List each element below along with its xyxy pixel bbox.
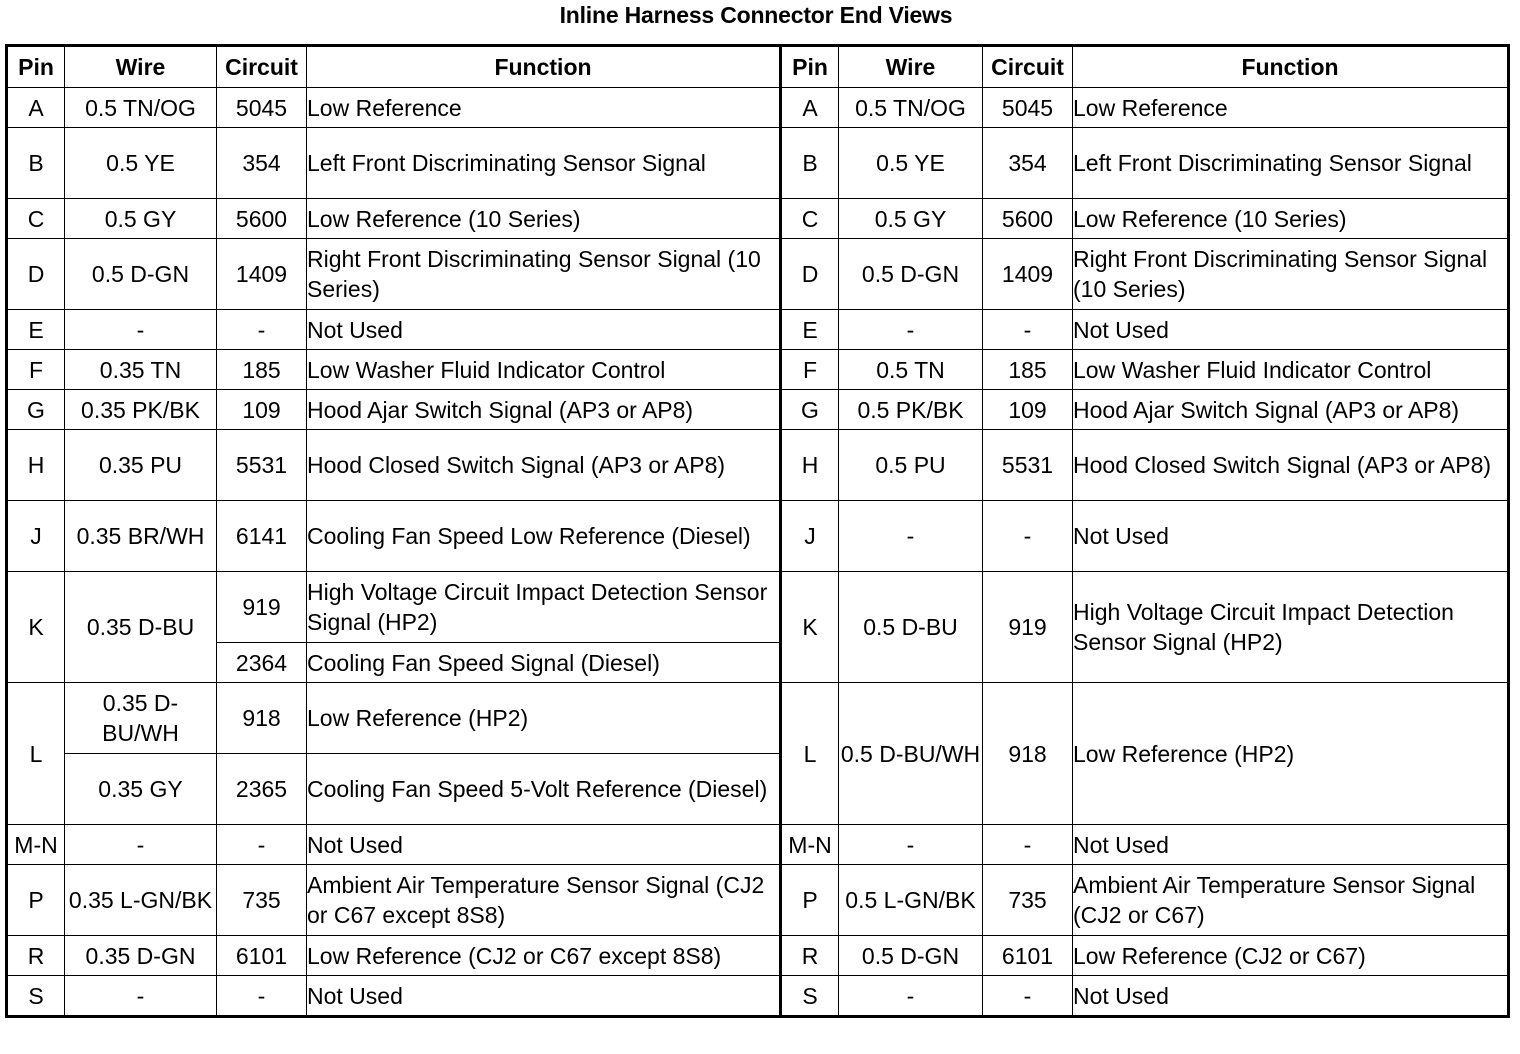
wire-cell: 0.35 BR/WH	[65, 501, 217, 572]
right-function-header: Function	[1073, 46, 1509, 88]
function-cell: Not Used	[307, 976, 781, 1017]
function-cell: Low Reference (HP2)	[307, 683, 781, 754]
circuit-cell: -	[983, 310, 1073, 350]
circuit-cell: 5600	[217, 199, 307, 239]
wire-cell: 0.5 YE	[839, 128, 983, 199]
table-row	[7, 936, 1509, 976]
function-cell: Low Washer Fluid Indicator Control	[1073, 350, 1509, 390]
function-cell: Right Front Discriminating Sensor Signal (10 Series)	[1073, 239, 1509, 310]
header-row	[7, 46, 1509, 88]
pin-cell: B	[7, 128, 65, 199]
circuit-cell: 1409	[217, 239, 307, 310]
wire-cell: 0.35 D-BU	[65, 572, 217, 683]
circuit-cell: -	[217, 825, 307, 865]
wire-cell: 0.5 PK/BK	[839, 390, 983, 430]
pin-cell: G	[7, 390, 65, 430]
circuit-cell: 5600	[983, 199, 1073, 239]
wire-cell: -	[839, 501, 983, 572]
pin-cell: D	[7, 239, 65, 310]
pin-cell: G	[781, 390, 839, 430]
function-cell: Left Front Discriminating Sensor Signal	[307, 128, 781, 199]
pin-cell: C	[781, 199, 839, 239]
function-cell: Low Reference	[307, 88, 781, 128]
pin-cell: S	[7, 976, 65, 1017]
wire-cell: -	[839, 825, 983, 865]
pin-cell: E	[7, 310, 65, 350]
circuit-cell: 5531	[217, 430, 307, 501]
right-circuit-header: Circuit	[983, 46, 1073, 88]
circuit-cell: 2364	[217, 643, 307, 683]
table-row	[7, 239, 1509, 310]
wire-cell: 0.5 PU	[839, 430, 983, 501]
circuit-cell: 5531	[983, 430, 1073, 501]
circuit-cell: 2365	[217, 754, 307, 825]
circuit-cell: 185	[217, 350, 307, 390]
circuit-cell: 185	[983, 350, 1073, 390]
table-row	[7, 501, 1509, 572]
pin-cell: L	[781, 683, 839, 825]
function-cell: Cooling Fan Speed 5-Volt Reference (Diesel)	[307, 754, 781, 825]
wire-cell: 0.5 TN/OG	[839, 88, 983, 128]
pin-cell: E	[781, 310, 839, 350]
left-pin-header: Pin	[7, 46, 65, 88]
circuit-cell: 1409	[983, 239, 1073, 310]
wire-cell: 0.5 L-GN/BK	[839, 865, 983, 936]
circuit-cell: 6141	[217, 501, 307, 572]
function-cell: Low Reference (CJ2 or C67 except 8S8)	[307, 936, 781, 976]
pin-cell: F	[7, 350, 65, 390]
pin-cell: F	[781, 350, 839, 390]
function-cell: Hood Ajar Switch Signal (AP3 or AP8)	[307, 390, 781, 430]
wire-cell: 0.35 TN	[65, 350, 217, 390]
left-circuit-header: Circuit	[217, 46, 307, 88]
pin-cell: A	[7, 88, 65, 128]
wire-cell: 0.35 PK/BK	[65, 390, 217, 430]
function-cell: Not Used	[307, 310, 781, 350]
function-cell: Hood Ajar Switch Signal (AP3 or AP8)	[1073, 390, 1509, 430]
wire-cell: 0.5 D-BU/WH	[839, 683, 983, 825]
wire-cell: 0.35 L-GN/BK	[65, 865, 217, 936]
left-function-header: Function	[307, 46, 781, 88]
table-row	[7, 825, 1509, 865]
page-title: Inline Harness Connector End Views	[559, 2, 953, 28]
function-cell: Low Reference (10 Series)	[1073, 199, 1509, 239]
function-cell: Ambient Air Temperature Sensor Signal (CJ2 or C67)	[1073, 865, 1509, 936]
table-row	[7, 683, 1509, 754]
table-row	[7, 310, 1509, 350]
function-cell: Ambient Air Temperature Sensor Signal (CJ2 or C67 except 8S8)	[307, 865, 781, 936]
pin-cell: R	[7, 936, 65, 976]
table-row	[7, 199, 1509, 239]
table-row	[7, 865, 1509, 936]
circuit-cell: -	[983, 825, 1073, 865]
wire-cell: 0.35 PU	[65, 430, 217, 501]
wire-cell: 0.35 GY	[65, 754, 217, 825]
wire-cell: 0.5 YE	[65, 128, 217, 199]
circuit-cell: -	[217, 310, 307, 350]
pin-cell: M-N	[7, 825, 65, 865]
left-wire-header: Wire	[65, 46, 217, 88]
pin-cell: D	[781, 239, 839, 310]
table-row	[7, 572, 1509, 643]
pin-cell: M-N	[781, 825, 839, 865]
function-cell: Cooling Fan Speed Low Reference (Diesel)	[307, 501, 781, 572]
function-cell: Not Used	[1073, 976, 1509, 1017]
circuit-cell: 5045	[983, 88, 1073, 128]
wire-cell: 0.5 GY	[839, 199, 983, 239]
wire-cell: -	[65, 976, 217, 1017]
function-cell: Cooling Fan Speed Signal (Diesel)	[307, 643, 781, 683]
function-cell: Low Reference (10 Series)	[307, 199, 781, 239]
wire-cell: 0.5 GY	[65, 199, 217, 239]
pin-cell: K	[7, 572, 65, 683]
pin-cell: H	[7, 430, 65, 501]
function-cell: Right Front Discriminating Sensor Signal (10 Series)	[307, 239, 781, 310]
circuit-cell: 918	[217, 683, 307, 754]
pin-cell: P	[7, 865, 65, 936]
wire-cell: 0.5 TN	[839, 350, 983, 390]
pin-cell: J	[781, 501, 839, 572]
table-row	[7, 976, 1509, 1017]
function-cell: High Voltage Circuit Impact Detection Sensor Signal (HP2)	[1073, 572, 1509, 683]
pin-cell: C	[7, 199, 65, 239]
function-cell: Low Reference (CJ2 or C67)	[1073, 936, 1509, 976]
circuit-cell: 109	[983, 390, 1073, 430]
table-row	[7, 390, 1509, 430]
circuit-cell: 735	[983, 865, 1073, 936]
pin-cell: K	[781, 572, 839, 683]
circuit-cell: 735	[217, 865, 307, 936]
wire-cell: -	[65, 825, 217, 865]
circuit-cell: 919	[983, 572, 1073, 683]
wire-cell: 0.5 D-GN	[839, 239, 983, 310]
wire-cell: 0.5 D-BU	[839, 572, 983, 683]
table-row	[7, 430, 1509, 501]
circuit-cell: -	[983, 976, 1073, 1017]
function-cell: Low Reference	[1073, 88, 1509, 128]
function-cell: Not Used	[1073, 825, 1509, 865]
function-cell: Hood Closed Switch Signal (AP3 or AP8)	[307, 430, 781, 501]
wire-cell: -	[839, 976, 983, 1017]
pin-cell: H	[781, 430, 839, 501]
pin-cell: R	[781, 936, 839, 976]
function-cell: Hood Closed Switch Signal (AP3 or AP8)	[1073, 430, 1509, 501]
circuit-cell: 5045	[217, 88, 307, 128]
circuit-cell: 6101	[983, 936, 1073, 976]
function-cell: Left Front Discriminating Sensor Signal	[1073, 128, 1509, 199]
function-cell: Low Reference (HP2)	[1073, 683, 1509, 825]
circuit-cell: 918	[983, 683, 1073, 825]
pin-cell: J	[7, 501, 65, 572]
pin-cell: B	[781, 128, 839, 199]
wire-cell: 0.35 D-GN	[65, 936, 217, 976]
circuit-cell: -	[983, 501, 1073, 572]
function-cell: Low Washer Fluid Indicator Control	[307, 350, 781, 390]
function-cell: Not Used	[1073, 501, 1509, 572]
wire-cell: 0.5 D-GN	[65, 239, 217, 310]
function-cell: Not Used	[1073, 310, 1509, 350]
function-cell: Not Used	[307, 825, 781, 865]
circuit-cell: -	[217, 976, 307, 1017]
pin-cell: A	[781, 88, 839, 128]
right-wire-header: Wire	[839, 46, 983, 88]
table-row	[7, 350, 1509, 390]
circuit-cell: 919	[217, 572, 307, 643]
pin-cell: P	[781, 865, 839, 936]
function-cell: High Voltage Circuit Impact Detection Sensor Signal (HP2)	[307, 572, 781, 643]
connector-pinout-table	[5, 44, 1510, 1018]
wire-cell: 0.5 D-GN	[839, 936, 983, 976]
table-row	[7, 88, 1509, 128]
pin-cell: S	[781, 976, 839, 1017]
pin-cell: L	[7, 683, 65, 825]
right-pin-header: Pin	[781, 46, 839, 88]
circuit-cell: 6101	[217, 936, 307, 976]
circuit-cell: 109	[217, 390, 307, 430]
wire-cell: 0.35 D-BU/WH	[65, 683, 217, 754]
wire-cell: -	[65, 310, 217, 350]
wire-cell: -	[839, 310, 983, 350]
circuit-cell: 354	[217, 128, 307, 199]
circuit-cell: 354	[983, 128, 1073, 199]
table-row	[7, 128, 1509, 199]
wire-cell: 0.5 TN/OG	[65, 88, 217, 128]
